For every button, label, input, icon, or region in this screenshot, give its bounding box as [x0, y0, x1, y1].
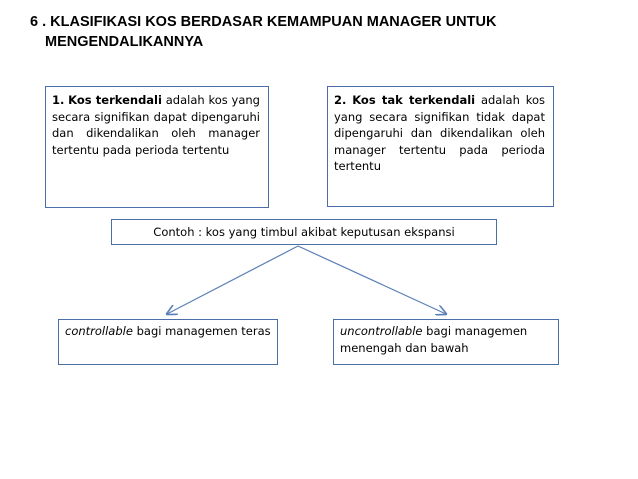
title-line-1: 6 . KLASIFIKASI KOS BERDASAR KEMAMPUAN MANAGER UNTUK — [30, 14, 497, 30]
lower-right-text: bagi managemen menengah dan bawah — [340, 324, 528, 355]
box2-term: Kos tak terkendali — [352, 93, 476, 107]
box2-text: adalah kos yang secara signifikan tidak dapat dipengaruhi dan dikendalikan oleh manager tertentu pada perioda tertentu — [334, 93, 546, 174]
lower-right-term: uncontrollable — [340, 324, 423, 338]
lower-left-text: bagi managemen teras — [132, 324, 271, 338]
lower-left-term: controllable — [65, 324, 133, 338]
box1-term: Kos terkendali — [68, 93, 162, 107]
arrow-to-uncontrollable — [298, 246, 446, 314]
box2-number: 2. — [334, 93, 347, 107]
box1-number: 1. — [52, 93, 65, 107]
arrow-to-controllable — [167, 246, 298, 314]
uncontrollable-middle-lower-management-box — [333, 319, 559, 365]
box1-text: adalah kos yang secara signifikan dapat dipengaruhi dan dikendalikan oleh manager tertentu pada perioda tertentu — [52, 93, 260, 157]
example-text: Contoh : kos yang timbul akibat keputusan ekspansi — [153, 225, 455, 239]
controllable-top-management-box — [58, 319, 278, 365]
title-line-2: MENGENDALIKANNYA — [45, 34, 204, 50]
